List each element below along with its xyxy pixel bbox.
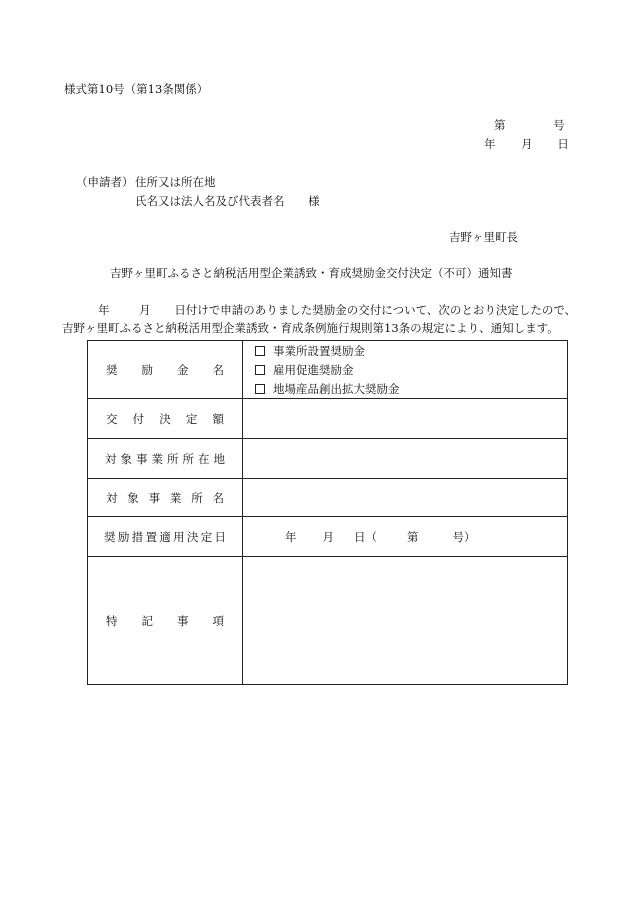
date-go: 号） — [452, 529, 476, 544]
applicant-sama: 様 — [308, 194, 320, 208]
applicant-label: （申請者） — [76, 175, 134, 189]
date-day: 日 — [557, 137, 569, 151]
row-label-decision-date — [104, 529, 226, 545]
label-char: 在 — [198, 451, 210, 466]
table-row — [88, 341, 568, 399]
label-char: 金 — [177, 362, 189, 377]
label-char: 対 — [106, 490, 118, 505]
issuer-name: 吉野ヶ里町長 — [449, 230, 518, 244]
row-label-facility-name — [106, 490, 224, 506]
row-label-facility-address — [105, 451, 225, 467]
table-row — [88, 517, 568, 557]
applicant-name-line — [135, 196, 320, 208]
checkbox-icon[interactable] — [255, 365, 265, 375]
label-char: 業 — [169, 490, 182, 505]
remarks-cell[interactable] — [243, 557, 568, 685]
option-label: 地場産品創出拡大奨励金 — [273, 381, 400, 396]
body-line-1 — [98, 305, 576, 317]
applicant-name: 氏名又は法人名及び代表者名 — [135, 194, 285, 208]
facility-address-cell[interactable] — [243, 439, 568, 479]
decision-table — [87, 340, 568, 685]
label-char: 所 — [167, 451, 179, 466]
label-char: 所 — [191, 490, 203, 505]
label-cell — [88, 479, 243, 517]
label-char: 奨 — [106, 362, 118, 377]
checkbox-icon[interactable] — [255, 384, 265, 394]
decision-date-line — [243, 529, 567, 545]
date-dai: 第 — [407, 529, 419, 544]
number-dai: 第 — [494, 118, 506, 132]
label-char: 交 — [106, 411, 118, 426]
body-rest: 日付けで申請のありました奨励金の交付について、次のとおり決定したので、 — [174, 303, 577, 317]
label-char: 定 — [185, 411, 198, 426]
label-char: 励 — [141, 362, 153, 377]
label-char: 付 — [132, 411, 145, 426]
label-char: 決 — [186, 529, 199, 544]
label-char: 措 — [131, 529, 144, 544]
row-label-remarks — [106, 613, 224, 629]
label-cell — [88, 517, 243, 557]
label-char: 適 — [159, 529, 171, 544]
label-char: 業 — [151, 451, 163, 466]
label-char: 事 — [136, 451, 148, 466]
row-label-incentive-name — [106, 362, 224, 378]
label-char: 特 — [106, 613, 118, 628]
label-char: 対 — [105, 451, 117, 466]
table-row — [88, 557, 568, 685]
date-year: 年 — [484, 137, 496, 151]
table-row — [88, 439, 568, 479]
body-year: 年 — [98, 303, 110, 317]
label-cell — [88, 439, 243, 479]
table-row — [88, 399, 568, 439]
label-cell — [88, 399, 243, 439]
body-line-2: 吉野ヶ里町ふるさと納税活用型企業誘致・育成条例施行規則第13条の規定により、通知します。 — [62, 321, 559, 335]
label-char: 決 — [159, 411, 171, 426]
label-char: 所 — [182, 451, 194, 466]
option-row[interactable] — [243, 341, 567, 360]
document-number-line — [494, 120, 565, 132]
label-char: 名 — [212, 362, 224, 377]
label-cell — [88, 557, 243, 685]
label-char: 奨 — [104, 529, 116, 544]
label-char: 励 — [117, 529, 130, 544]
label-char: 名 — [212, 490, 224, 505]
form-number: 様式第10号（第13条関係） — [64, 82, 209, 96]
grant-amount-cell[interactable] — [243, 399, 568, 439]
label-char: 事 — [148, 490, 161, 505]
incentive-options-cell — [243, 341, 568, 399]
label-cell — [88, 341, 243, 399]
label-char: 用 — [173, 529, 185, 544]
label-char: 項 — [212, 613, 224, 628]
date-year: 年 — [285, 529, 297, 544]
date-month: 月 — [521, 137, 533, 151]
label-char: 日 — [214, 529, 226, 544]
label-char: 事 — [177, 613, 189, 628]
applicant-address: 住所又は所在地 — [135, 175, 216, 189]
option-label: 事業所設置奨励金 — [273, 343, 365, 358]
label-char: 記 — [141, 613, 153, 628]
option-label: 雇用促進奨励金 — [273, 362, 354, 377]
document-title: 吉野ヶ里町ふるさと納税活用型企業誘致・育成奨励金交付決定（不可）通知書 — [110, 266, 513, 280]
body-month: 月 — [139, 303, 151, 317]
label-char: 地 — [213, 451, 225, 466]
option-row[interactable] — [243, 379, 567, 398]
checkbox-icon[interactable] — [255, 346, 265, 356]
document-date-line — [484, 139, 569, 151]
label-char: 象 — [127, 490, 139, 505]
row-label-grant-amount — [106, 411, 224, 427]
facility-name-cell[interactable] — [243, 479, 568, 517]
label-char: 定 — [200, 529, 213, 544]
label-char: 置 — [145, 529, 157, 544]
decision-date-cell[interactable] — [243, 517, 568, 557]
date-day: 日（ — [354, 529, 377, 544]
table-row — [88, 479, 568, 517]
label-char: 象 — [120, 451, 132, 466]
date-month: 月 — [322, 529, 334, 544]
option-row[interactable] — [243, 360, 567, 379]
label-char: 額 — [212, 411, 224, 426]
number-go: 号 — [553, 118, 565, 132]
